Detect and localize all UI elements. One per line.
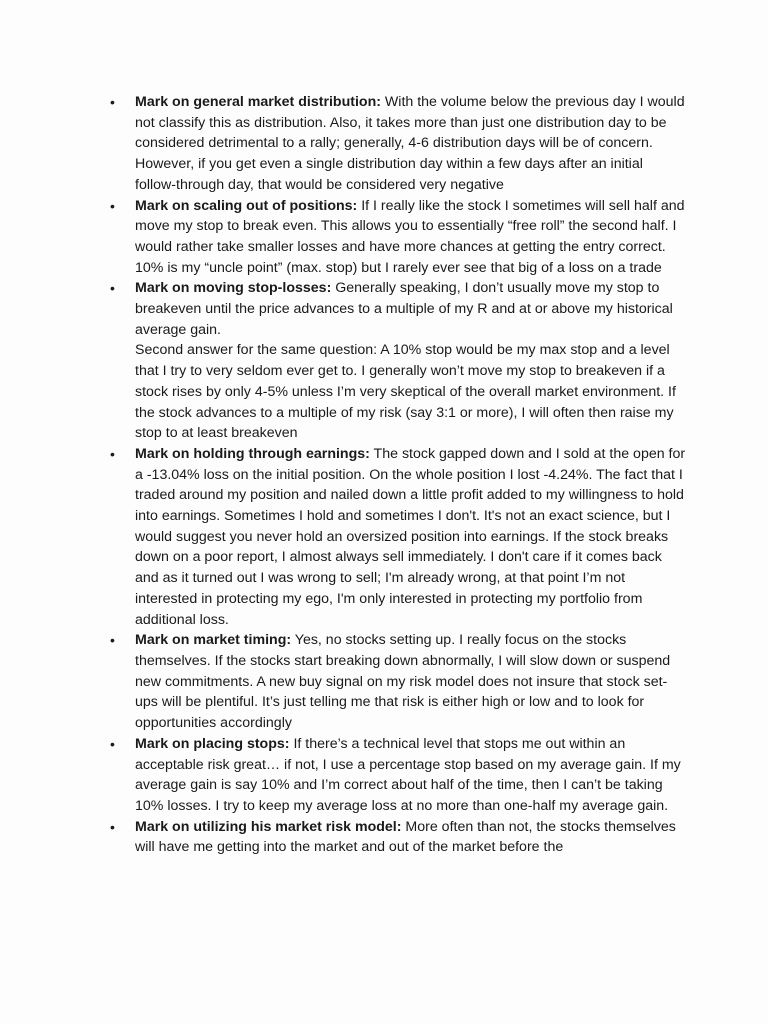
item-text: If there’s a technical level that stops me out within an acceptable risk great… if not, I use a percentage stop based on my average gain. If my average gain is say 10% and I’m correct about half of the time, then I can’t be taking 10% losses. I try to keep my average loss at no more than one-half my average gain. [135,735,681,814]
item-title: Mark on general market distribution: [135,94,381,110]
bullet-item-placing-stops [106,734,686,817]
bullet-icon: • [110,197,115,214]
bullet-item-moving-stop-losses [106,278,686,444]
bullet-icon: • [110,94,115,110]
item-text: With the volume below the previous day I would not classify this as distribution. Also, it takes more than just one distribution day to be considered detrimental to a rally; generally, 4-6 distribution days will be of concern. However, if you get even a single distribution day within a few days after an initial follow-through day, that would be considered very negative [135,94,685,193]
bullet-item-general-market-distribution [106,92,686,196]
item-title: Mark on placing stops: [135,735,290,752]
bullet-list [106,92,686,858]
item-text: More often than not, the stocks themselves will have me getting into the market and out of the market before the [135,818,676,856]
bullet-item-market-timing [106,630,686,734]
bullet-icon: • [110,445,115,462]
item-text: Yes, no stocks setting up. I really focus on the stocks themselves. If the stocks start breaking down abnormally, I will slow down or suspend new commitments. A new buy signal on my risk model does not insure that stock set-ups will be plentiful. It’s just telling me that risk is either high or low and to look for opportunities accordingly [135,632,671,732]
item-title: Mark on moving stop-losses: [135,280,332,297]
bullet-icon: • [110,735,115,752]
bullet-icon: • [110,280,115,297]
item-title: Mark on utilizing his market risk model: [135,818,402,835]
item-title: Mark on scaling out of positions: [135,197,358,214]
bullet-icon: • [110,818,115,835]
bullet-item-scaling-out [106,196,686,279]
item-extra-paragraph: Second answer for the same question: A 10% stop would be my max stop and a level that I try to very seldom ever get to. I generally won’t move my stop to breakeven if a stock rises by only 4-5% unless I’m very skeptical of the overall market environment. If the stock advances to a multiple of my risk (say 3:1 or more), I will often then raise my stop to at least breakeven [135,342,676,442]
bullet-item-holding-through-earnings [106,444,686,630]
bullet-icon: • [110,632,115,649]
document-body [106,92,686,858]
item-text: Generally speaking, I don’t usually move my stop to breakeven until the price advances to a multiple of my R and at or above my historical average gain. [135,280,673,338]
bullet-item-market-risk-model [106,817,686,858]
item-text: The stock gapped down and I sold at the open for a -13.04% loss on the initial position. On the whole position I lost -4.24%. The fact that I traded around my position and nailed down a little profit added to my willingness to hold into earnings. Sometimes I hold and sometimes I don't. It's not an exact science, but I would suggest you never hold an oversized position into earnings. If the stock breaks down on a poor report, I almost always sell immediately. I don't care if it comes back and as it turned out I was wrong to sell; I'm already wrong, at that point I’m not interested in protecting my ego, I'm only interested in protecting my portfolio from additional loss. [135,445,686,628]
item-title: Mark on holding through earnings: [135,445,370,462]
item-title: Mark on market timing: [135,632,292,649]
item-text: If I really like the stock I sometimes will sell half and move my stop to break even. This allows you to essentially “free roll” the second half. I would rather take smaller losses and have more chances at getting the entry correct. 10% is my “uncle point” (max. stop) but I rarely ever see that big of a loss on a trade [135,197,685,276]
